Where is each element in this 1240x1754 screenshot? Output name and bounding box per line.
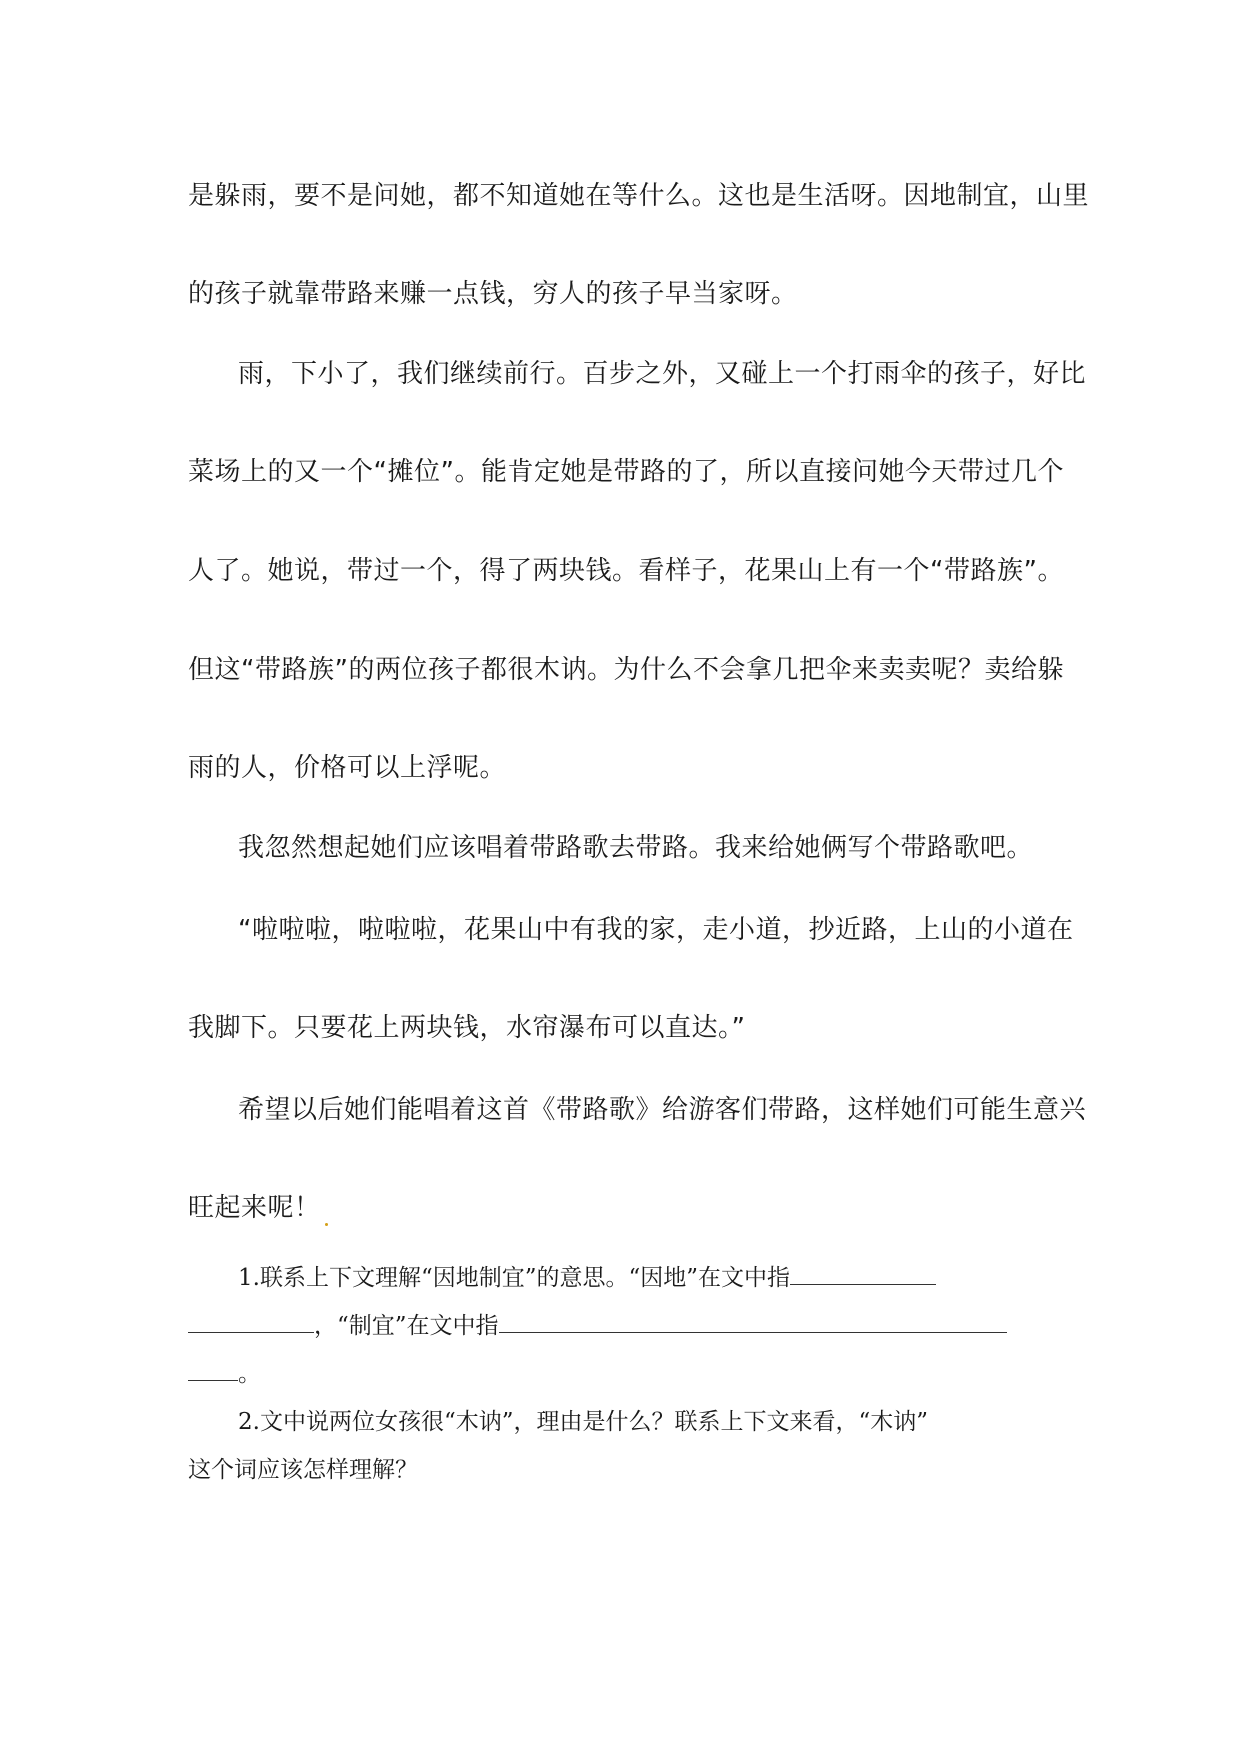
paragraph-2-line-1: 雨，下小了，我们继续前行。百步之外，又碰上一个打雨伞的孩子，好比 xyxy=(238,359,1087,389)
question-1-text: 1.联系上下文理解“因地制宜”的意思。“因地”在文中指 xyxy=(238,1265,790,1291)
question-2-line-1: 2.文中说两位女孩很“木讷”，理由是什么？联系上下文来看，“木讷” xyxy=(238,1409,928,1435)
paragraph-1-line-1: 是躲雨，要不是问她，都不知道她在等什么。这也是生活呀。因地制宜，山里 xyxy=(188,181,1090,211)
paragraph-2-line-2: 菜场上的又一个“摊位”。能肯定她是带路的了，所以直接问她今天带过几个 xyxy=(188,457,1064,487)
question-1-text-2: ，“制宜”在文中指 xyxy=(314,1313,499,1339)
paragraph-3-line-1: 我忽然想起她们应该唱着带路歌去带路。我来给她俩写个带路歌吧。 xyxy=(238,833,1034,863)
paragraph-2-line-3: 人了。她说，带过一个，得了两块钱。看样子，花果山上有一个“带路族”。 xyxy=(188,556,1064,586)
paragraph-5-line-1: 希望以后她们能唱着这首《带路歌》给游客们带路，这样她们可能生意兴 xyxy=(238,1095,1087,1125)
question-2-line-2: 这个词应该怎样理解？ xyxy=(188,1457,418,1483)
question-1-line-2 xyxy=(188,1310,1058,1342)
question-1-line-1 xyxy=(238,1262,1058,1294)
paragraph-5-line-2 xyxy=(188,1190,1058,1226)
answer-blank-2b[interactable] xyxy=(188,1358,238,1381)
paragraph-5-line-2-text: 旺起来呢！ xyxy=(188,1193,321,1223)
answer-blank-1a[interactable] xyxy=(790,1262,936,1285)
paragraph-1-line-2: 的孩子就靠带路来赚一点钱，穷人的孩子早当家呀。 xyxy=(188,279,798,309)
question-1-end: 。 xyxy=(238,1361,261,1387)
paragraph-2-line-4: 但这“带路族”的两位孩子都很木讷。为什么不会拿几把伞来卖卖呢？卖给躲 xyxy=(188,655,1064,685)
answer-blank-2a[interactable] xyxy=(499,1310,1007,1333)
stray-dot-mark xyxy=(325,1223,328,1226)
paragraph-4-line-2: 我脚下。只要花上两块钱，水帘瀑布可以直达。” xyxy=(188,1013,746,1043)
answer-blank-1b[interactable] xyxy=(188,1310,314,1333)
paragraph-2-line-5: 雨的人，价格可以上浮呢。 xyxy=(188,753,507,783)
question-1-line-3 xyxy=(188,1358,1058,1390)
paragraph-4-line-1: “啦啦啦，啦啦啦，花果山中有我的家，走小道，抄近路，上山的小道在 xyxy=(238,915,1074,945)
